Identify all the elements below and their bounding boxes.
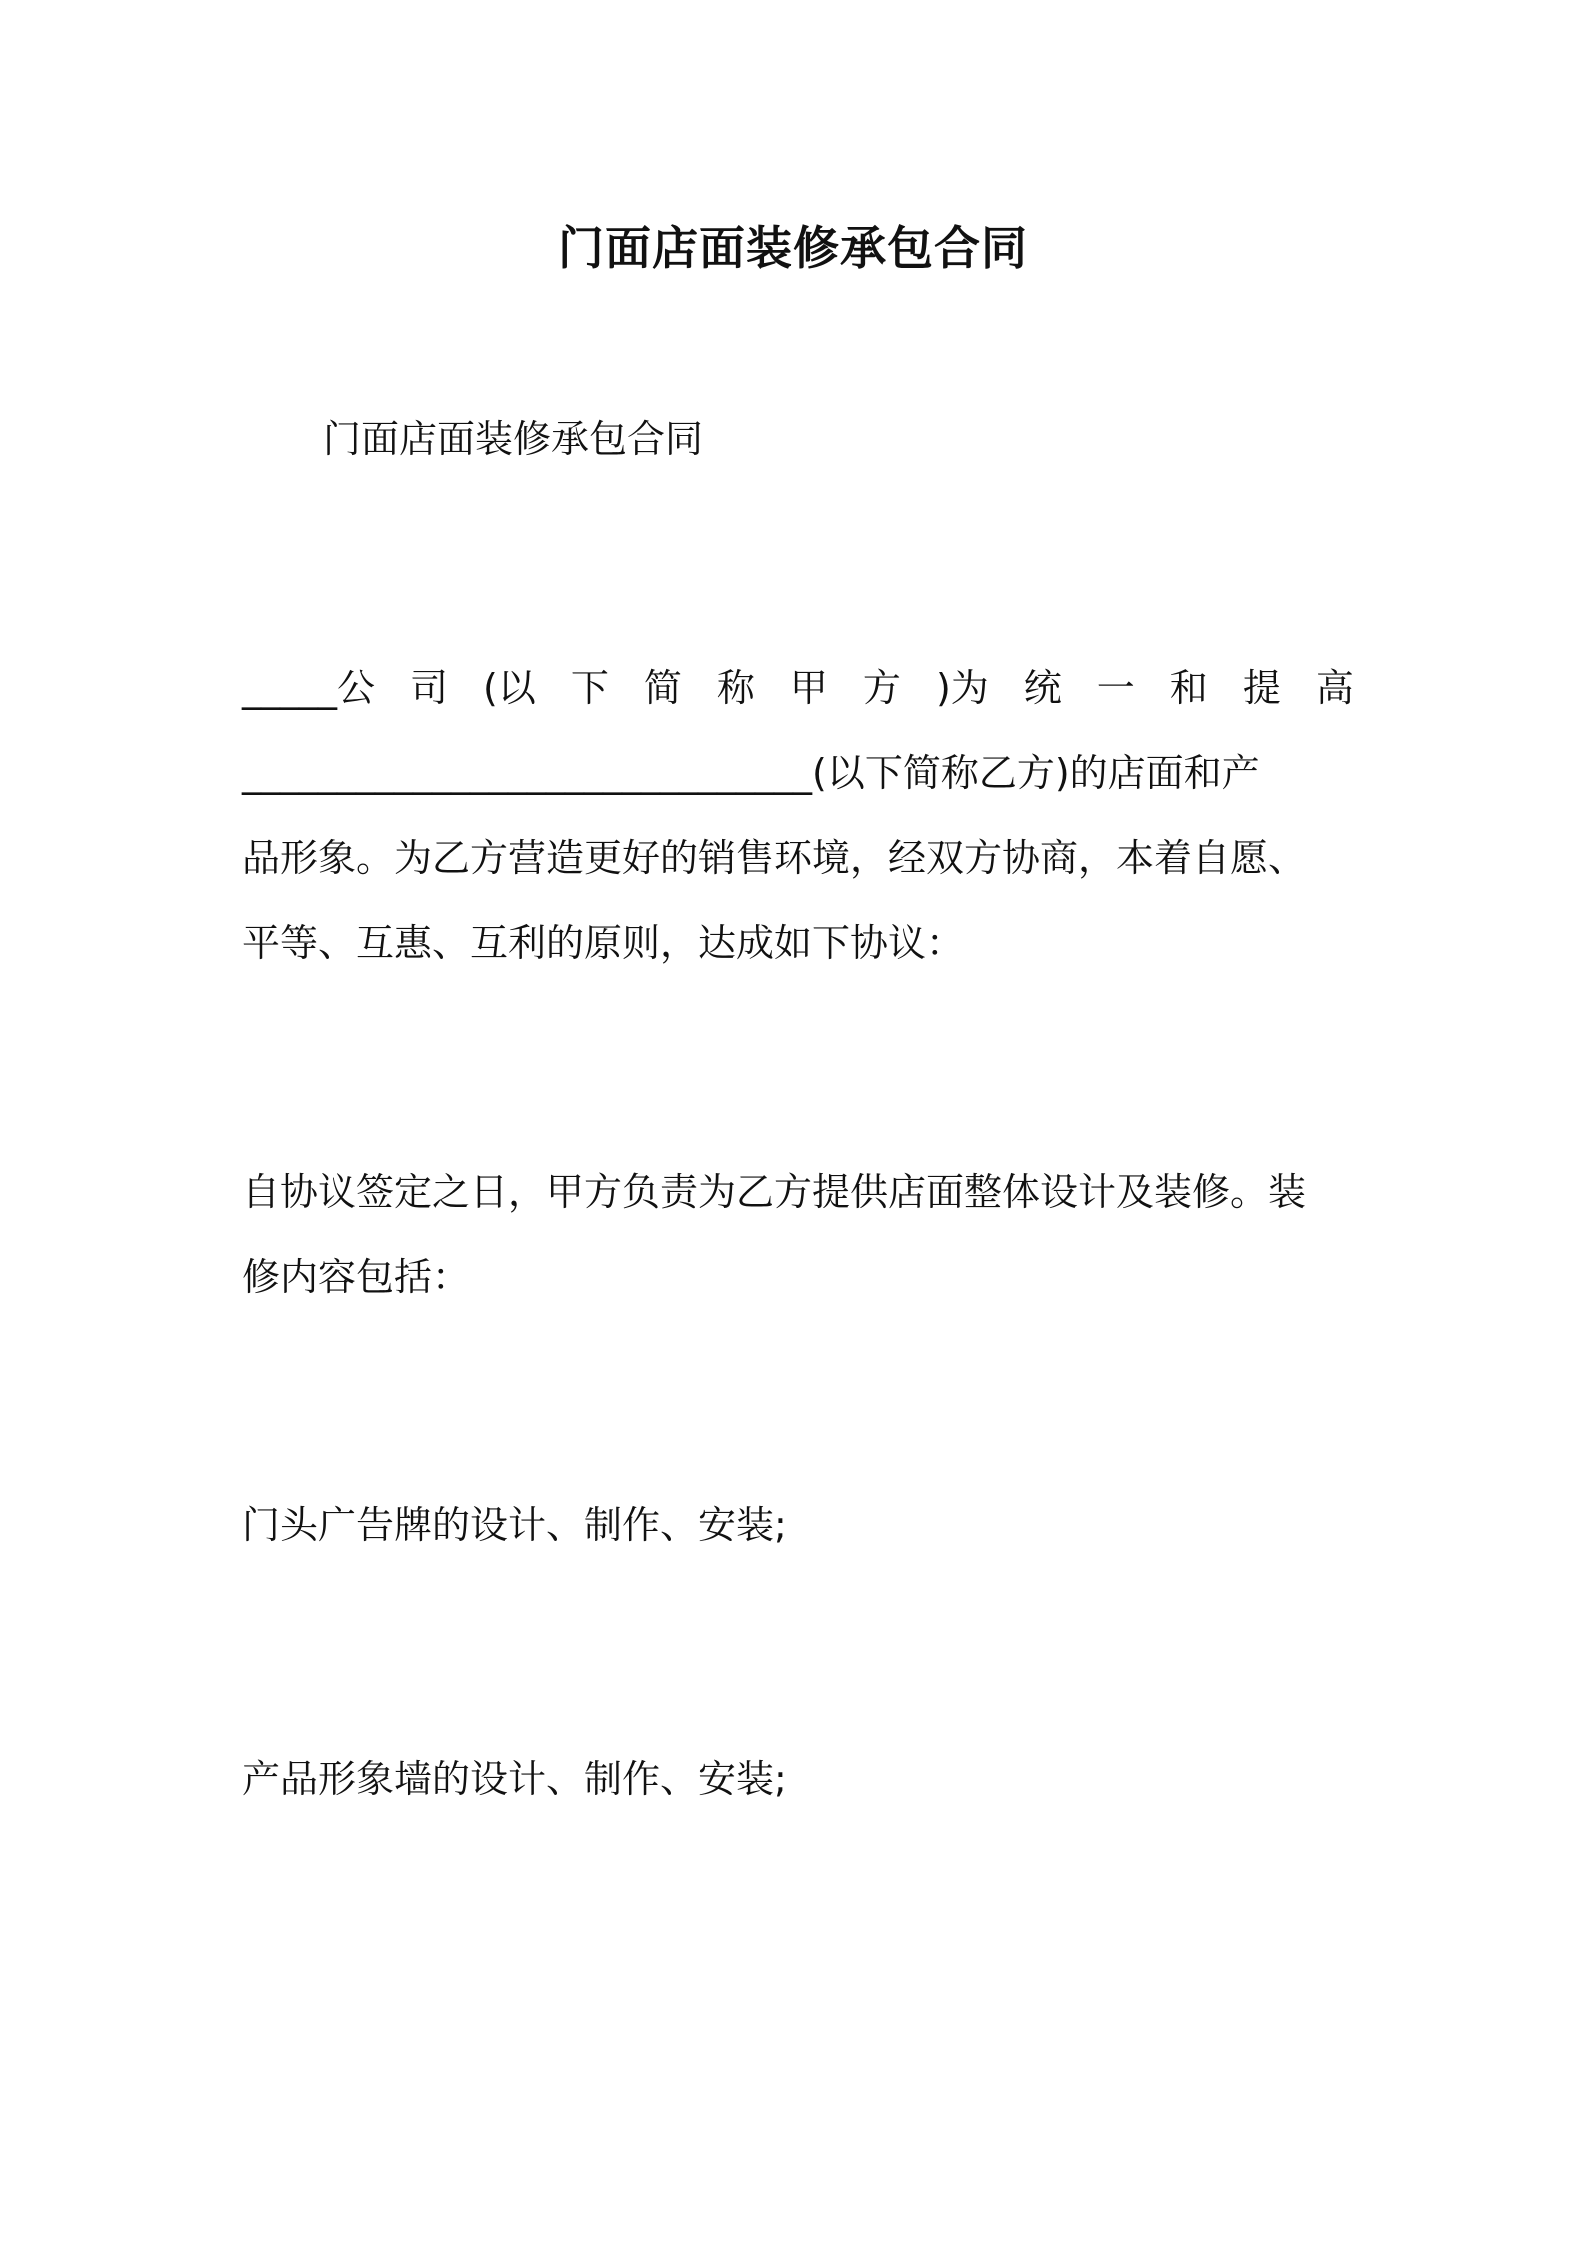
item-signboard xyxy=(242,1483,1354,1568)
item-image-wall xyxy=(242,1737,1354,1822)
intro-word: 统 xyxy=(1023,666,1062,710)
intro-line-2: ______________________________(以下简称乙方)的店面和产 xyxy=(242,751,1260,795)
intro-word: (以 xyxy=(483,666,536,710)
document-subtitle: 门面店面装修承包合同 xyxy=(323,417,704,461)
intro-word: 一 xyxy=(1096,666,1135,710)
intro-word: 方 xyxy=(862,666,901,710)
intro-word: 和 xyxy=(1169,666,1208,710)
intro-word: 下 xyxy=(570,666,609,710)
intro-word: )为 xyxy=(935,666,989,710)
scope-line-1: 自协议签定之日，甲方负责为乙方提供店面整体设计及装修。装 xyxy=(242,1170,1307,1214)
item-signboard-text: 门头广告牌的设计、制作、安装; xyxy=(242,1503,787,1547)
scope-line-2: 修内容包括： xyxy=(242,1255,471,1299)
scope-paragraph xyxy=(242,1150,1354,1320)
intro-paragraph xyxy=(242,646,1354,986)
intro-word: 甲 xyxy=(789,666,828,710)
intro-word: _____公 xyxy=(242,666,376,710)
item-image-wall-text: 产品形象墙的设计、制作、安装; xyxy=(242,1757,787,1801)
intro-word: 称 xyxy=(716,666,755,710)
document-title: 门面店面装修承包合同 xyxy=(558,221,1028,275)
intro-word: 提 xyxy=(1242,666,1281,710)
intro-line-4: 平等、互惠、互利的原则，达成如下协议： xyxy=(242,921,965,965)
intro-word: 司 xyxy=(410,666,449,710)
intro-word: 简 xyxy=(643,666,682,710)
intro-line-3: 品形象。为乙方营造更好的销售环境，经双方协商，本着自愿、 xyxy=(242,836,1307,880)
intro-line-1 xyxy=(242,646,1354,731)
intro-word: 高 xyxy=(1315,666,1354,710)
